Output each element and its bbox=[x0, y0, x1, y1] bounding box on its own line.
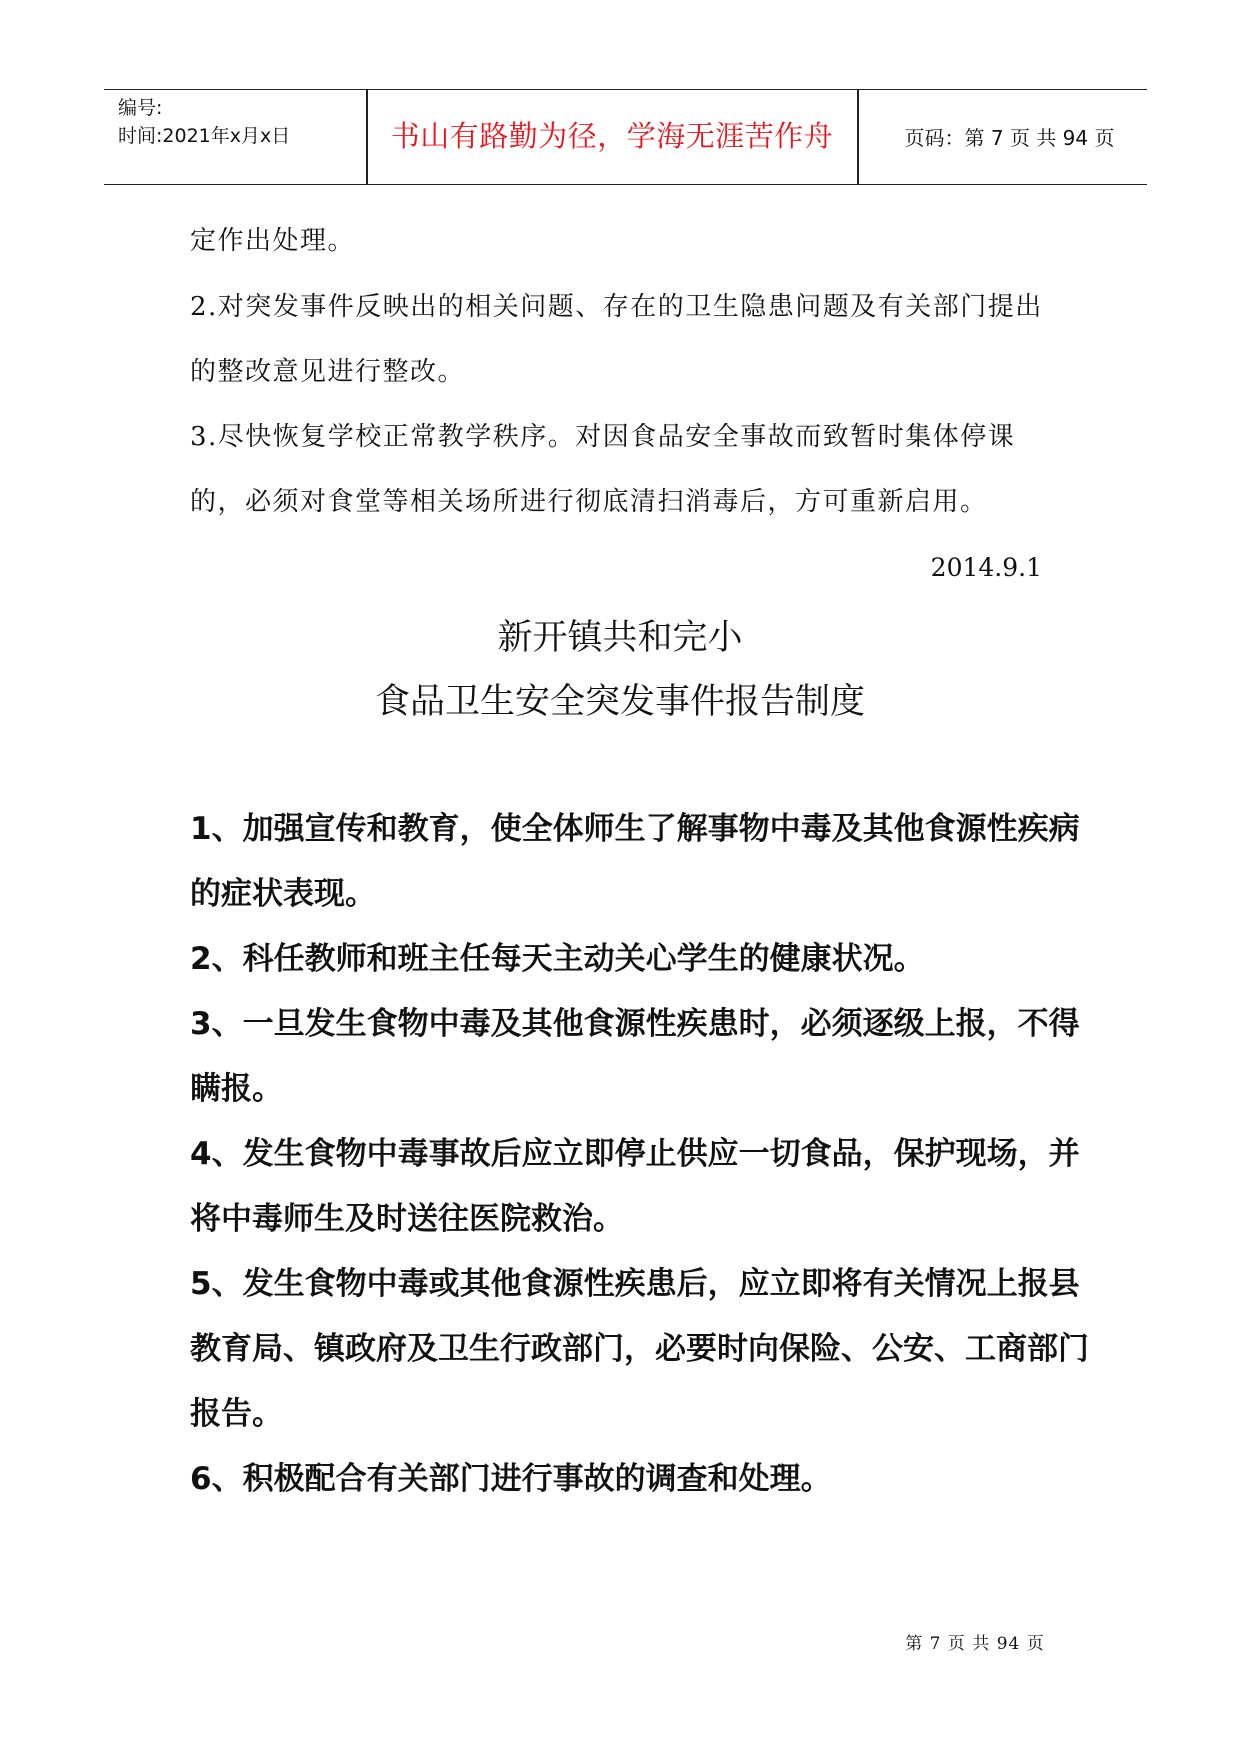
section-title-policy: 食品卫生安全突发事件报告制度 bbox=[374, 682, 865, 722]
header-meta bbox=[118, 94, 358, 150]
document-date: 2014.9.1 bbox=[930, 553, 1042, 582]
rule-item-3: 3、一旦发生食物中毒及其他食源性疾患时，必须逐级上报，不得瞒报。 bbox=[190, 1006, 1080, 1107]
rule-item-6: 6、积极配合有关部门进行事故的调查和处理。 bbox=[190, 1461, 832, 1497]
header-divider-right bbox=[857, 90, 859, 184]
header-page-info: 页码：第 7 页 共 94 页 bbox=[904, 126, 1115, 150]
body-paragraph-1: 定作出处理。 bbox=[190, 226, 356, 256]
document-number-label: 编号: bbox=[118, 97, 163, 119]
section-title-school: 新开镇共和完小 bbox=[497, 618, 743, 658]
page-header bbox=[104, 89, 1147, 185]
page-footer: 第 7 页 共 94 页 bbox=[905, 1634, 1045, 1654]
header-motto: 书山有路勤为径，学海无涯苦作舟 bbox=[390, 119, 834, 153]
document-time: 时间:2021年x月x日 bbox=[118, 125, 291, 147]
rule-list bbox=[190, 797, 1090, 1512]
rule-item-2: 2、科任教师和班主任每天主动关心学生的健康状况。 bbox=[190, 941, 925, 977]
rule-item-1: 1、加强宣传和教育，使全体师生了解事物中毒及其他食源性疾病的症状表现。 bbox=[190, 811, 1080, 912]
body-paragraph-2: 2.对突发事件反映出的相关问题、存在的卫生隐患问题及有关部门提出的整改意见进行整改。 bbox=[190, 292, 1043, 387]
body-paragraph-3: 3.尽快恢复学校正常教学秩序。对因食品安全事故而致暂时集体停课的，必须对食堂等相关场所进行彻底清扫消毒后，方可重新启用。 bbox=[190, 422, 1016, 517]
rule-item-5: 5、发生食物中毒或其他食源性疾患后，应立即将有关情况上报县教育局、镇政府及卫生行政部门，必要时向保险、公安、工商部门报告。 bbox=[190, 1266, 1089, 1432]
rule-item-4: 4、发生食物中毒事故后应立即停止供应一切食品，保护现场，并将中毒师生及时送往医院救治。 bbox=[190, 1136, 1080, 1237]
